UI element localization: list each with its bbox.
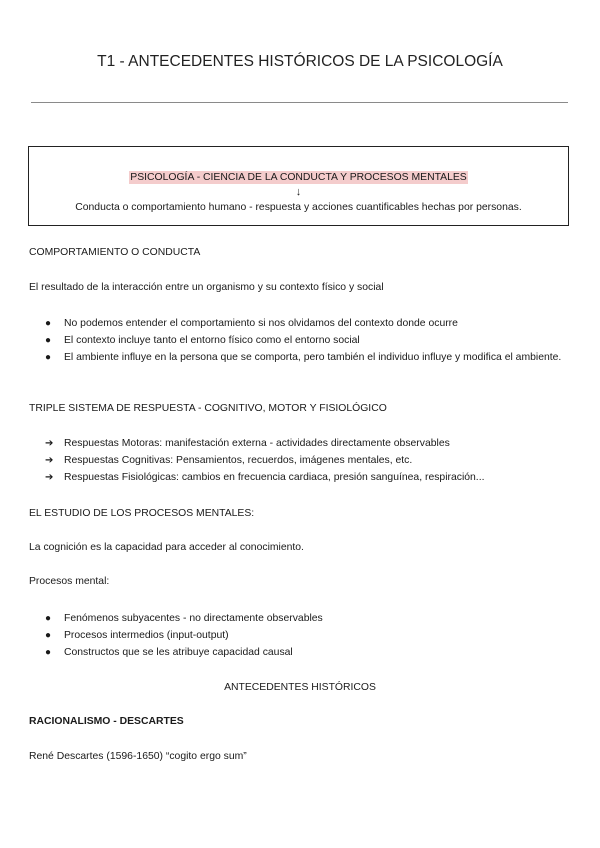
- bullet-icon: ●: [45, 647, 52, 658]
- list-item: ➔ Respuestas Cognitivas: Pensamientos, recuerdos, imágenes mentales, etc.: [45, 452, 565, 469]
- arrow-right-icon: ➔: [45, 438, 54, 449]
- section-text-comportamiento: El resultado de la interacción entre un organismo y su contexto físico y social: [29, 282, 384, 293]
- bullet-icon: ●: [45, 335, 52, 346]
- section-text-cognicion: La cognición es la capacidad para acceder al conocimiento.: [29, 542, 304, 553]
- section-text-descartes: René Descartes (1596-1650) “cogito ergo sum”: [29, 751, 247, 762]
- definition-text: Conducta o comportamiento humano - respuesta y acciones cuantificables hechas por personas.: [75, 202, 522, 213]
- arrow-right-icon: ➔: [45, 472, 54, 483]
- arrow-right-icon: ➔: [45, 455, 54, 466]
- list-item: ● El ambiente influye en la persona que se comporta, pero también el individuo influye y modifica el ambiente.: [45, 349, 565, 366]
- bullet-icon: ●: [45, 318, 52, 329]
- definition-box: [28, 146, 569, 226]
- list-item: ● Fenómenos subyacentes - no directamente observables: [45, 610, 565, 627]
- arrow-list-respuestas: [45, 435, 565, 486]
- section-heading-antecedentes: ANTECEDENTES HISTÓRICOS: [224, 682, 376, 693]
- bullet-icon: ●: [45, 630, 52, 641]
- bullet-icon: ●: [45, 613, 52, 624]
- bullet-list-procesos: [45, 610, 565, 661]
- title-divider: [31, 102, 568, 103]
- section-heading-triple-sistema: TRIPLE SISTEMA DE RESPUESTA - COGNITIVO, MOTOR Y FISIOLÓGICO: [29, 403, 387, 414]
- subheading-racionalismo: RACIONALISMO - DESCARTES: [29, 716, 184, 727]
- definition-highlight: PSICOLOGÍA - CIENCIA DE LA CONDUCTA Y PROCESOS MENTALES: [130, 172, 467, 183]
- list-item: ● Procesos intermedios (input-output): [45, 627, 565, 644]
- section-heading-procesos-mentales: EL ESTUDIO DE LOS PROCESOS MENTALES:: [29, 508, 255, 519]
- subheading-procesos-mental: Procesos mental:: [29, 576, 110, 587]
- list-item: ➔ Respuestas Fisiológicas: cambios en frecuencia cardiaca, presión sanguínea, respiración...: [45, 469, 565, 486]
- section-heading-comportamiento: COMPORTAMIENTO O CONDUCTA: [29, 247, 201, 258]
- bullet-icon: ●: [45, 352, 52, 363]
- bullet-list-contexto: [45, 315, 565, 366]
- arrow-down-icon: ↓: [295, 186, 302, 198]
- list-item: ➔ Respuestas Motoras: manifestación externa - actividades directamente observables: [45, 435, 565, 452]
- list-item: ● Constructos que se les atribuye capacidad causal: [45, 644, 565, 661]
- page-title: T1 - ANTECEDENTES HISTÓRICOS DE LA PSICOLOGÍA: [97, 53, 503, 70]
- list-item: ● El contexto incluye tanto el entorno físico como el entorno social: [45, 332, 565, 349]
- list-item: ● No podemos entender el comportamiento si nos olvidamos del contexto donde ocurre: [45, 315, 565, 332]
